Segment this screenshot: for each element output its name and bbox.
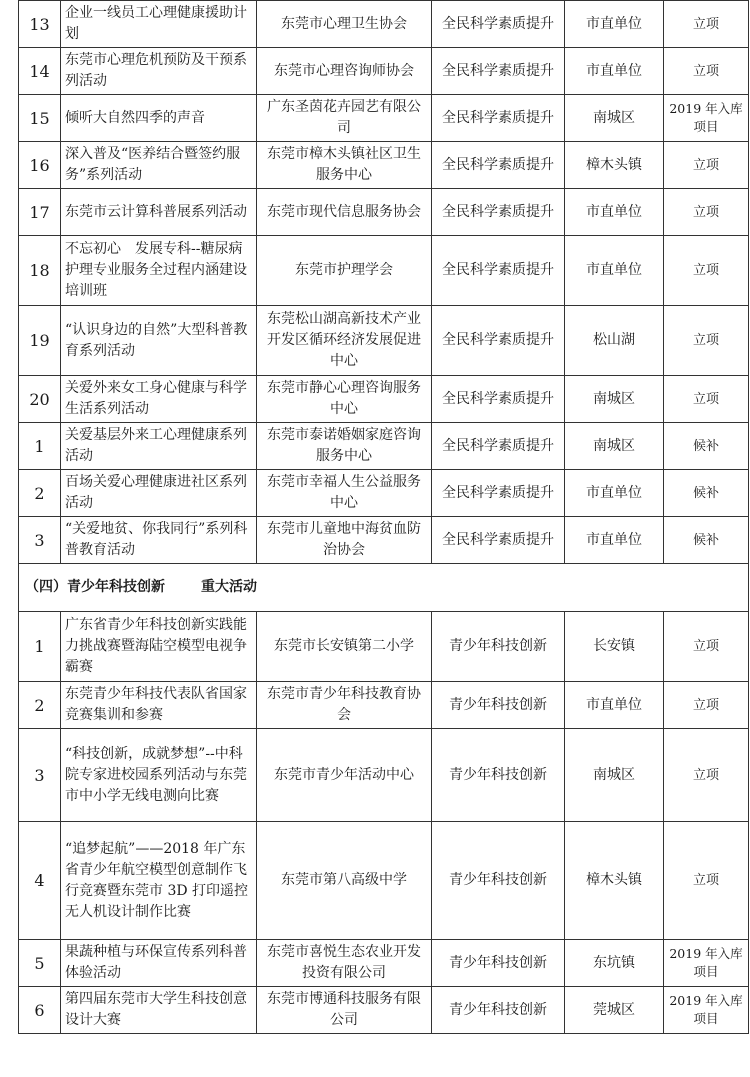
organization: 东莞市泰诺婚姻家庭咨询服务中心 (257, 423, 432, 470)
region: 市直单位 (565, 236, 664, 306)
status: 立项 (664, 189, 749, 236)
region: 樟木头镇 (565, 142, 664, 189)
region: 东坑镇 (565, 940, 664, 987)
status: 立项 (664, 729, 749, 822)
organization: 东莞市静心心理咨询服务中心 (257, 376, 432, 423)
project-name: “认识身边的自然”大型科普教育系列活动 (61, 306, 257, 376)
table-row (19, 376, 749, 423)
organization: 东莞市现代信息服务协会 (257, 189, 432, 236)
organization: 东莞市儿童地中海贫血防治协会 (257, 517, 432, 564)
table-row (19, 1, 749, 48)
category: 全民科学素质提升 (432, 142, 565, 189)
organization: 东莞市护理学会 (257, 236, 432, 306)
region: 市直单位 (565, 517, 664, 564)
table-row (19, 940, 749, 987)
table-row (19, 682, 749, 729)
status: 候补 (664, 423, 749, 470)
row-number: 4 (19, 822, 61, 940)
category: 青少年科技创新 (432, 987, 565, 1034)
category: 全民科学素质提升 (432, 306, 565, 376)
row-number: 14 (19, 48, 61, 95)
project-name: 东莞市云计算科普展系列活动 (61, 189, 257, 236)
project-table (18, 0, 749, 1034)
organization: 东莞市长安镇第二小学 (257, 612, 432, 682)
project-name: 百场关爱心理健康进社区系列活动 (61, 470, 257, 517)
organization: 东莞市第八高级中学 (257, 822, 432, 940)
category: 全民科学素质提升 (432, 423, 565, 470)
table-row (19, 612, 749, 682)
row-number: 3 (19, 517, 61, 564)
table-row (19, 142, 749, 189)
region: 长安镇 (565, 612, 664, 682)
row-number: 2 (19, 682, 61, 729)
project-name: 东莞青少年科技代表队省国家竞赛集训和参赛 (61, 682, 257, 729)
category: 全民科学素质提升 (432, 236, 565, 306)
category: 全民科学素质提升 (432, 517, 565, 564)
category: 青少年科技创新 (432, 940, 565, 987)
status: 立项 (664, 306, 749, 376)
region: 樟木头镇 (565, 822, 664, 940)
row-number: 18 (19, 236, 61, 306)
row-number: 19 (19, 306, 61, 376)
project-name: 关爱外来女工身心健康与科学生活系列活动 (61, 376, 257, 423)
organization: 东莞市幸福人生公益服务中心 (257, 470, 432, 517)
table-row (19, 423, 749, 470)
region: 南城区 (565, 423, 664, 470)
document-page (18, 0, 748, 1034)
project-name: “关爱地贫、你我同行”系列科普教育活动 (61, 517, 257, 564)
category: 全民科学素质提升 (432, 376, 565, 423)
project-name: 果蔬种植与环保宣传系列科普体验活动 (61, 940, 257, 987)
project-name: 广东省青少年科技创新实践能力挑战赛暨海陆空模型电视争霸赛 (61, 612, 257, 682)
row-number: 6 (19, 987, 61, 1034)
category: 全民科学素质提升 (432, 95, 565, 142)
row-number: 5 (19, 940, 61, 987)
status: 立项 (664, 142, 749, 189)
table-row (19, 95, 749, 142)
table-row (19, 189, 749, 236)
project-name: 关爱基层外来工心理健康系列活动 (61, 423, 257, 470)
organization: 东莞松山湖高新技术产业开发区循环经济发展促进中心 (257, 306, 432, 376)
region: 市直单位 (565, 1, 664, 48)
region: 莞城区 (565, 987, 664, 1034)
status: 立项 (664, 48, 749, 95)
category: 青少年科技创新 (432, 612, 565, 682)
table-row (19, 822, 749, 940)
row-number: 2 (19, 470, 61, 517)
table-row (19, 236, 749, 306)
category: 青少年科技创新 (432, 682, 565, 729)
category: 全民科学素质提升 (432, 470, 565, 517)
table-row (19, 48, 749, 95)
section-title: （四）青少年科技创新 (25, 579, 165, 595)
project-name: 倾听大自然四季的声音 (61, 95, 257, 142)
organization: 东莞市博通科技服务有限公司 (257, 987, 432, 1034)
organization: 东莞市心理卫生协会 (257, 1, 432, 48)
organization: 东莞市喜悦生态农业开发投资有限公司 (257, 940, 432, 987)
region: 南城区 (565, 729, 664, 822)
status: 立项 (664, 822, 749, 940)
project-name: 东莞市心理危机预防及干预系列活动 (61, 48, 257, 95)
status: 候补 (664, 470, 749, 517)
region: 松山湖 (565, 306, 664, 376)
project-name: 不忘初心 发展专科--糖尿病护理专业服务全过程内涵建设培训班 (61, 236, 257, 306)
status: 2019 年入库项目 (664, 95, 749, 142)
section-header (19, 564, 749, 612)
project-name: 深入普及“医养结合暨签约服务”系列活动 (61, 142, 257, 189)
region: 市直单位 (565, 470, 664, 517)
status: 2019 年入库项目 (664, 987, 749, 1034)
row-number: 13 (19, 1, 61, 48)
row-number: 20 (19, 376, 61, 423)
table-row (19, 517, 749, 564)
section-header-row (19, 564, 749, 612)
category: 全民科学素质提升 (432, 189, 565, 236)
region: 南城区 (565, 95, 664, 142)
category: 全民科学素质提升 (432, 48, 565, 95)
row-number: 15 (19, 95, 61, 142)
table-row (19, 306, 749, 376)
organization: 广东圣茵花卉园艺有限公司 (257, 95, 432, 142)
row-number: 3 (19, 729, 61, 822)
category: 全民科学素质提升 (432, 1, 565, 48)
row-number: 1 (19, 423, 61, 470)
row-number: 1 (19, 612, 61, 682)
status: 立项 (664, 612, 749, 682)
status: 2019 年入库项目 (664, 940, 749, 987)
category: 青少年科技创新 (432, 822, 565, 940)
project-name: “追梦起航”——2018 年广东省青少年航空模型创意制作飞行竞赛暨东莞市 3D 打印遥控无人机设计制作比赛 (61, 822, 257, 940)
region: 市直单位 (565, 682, 664, 729)
project-name: “科技创新，成就梦想”--中科院专家进校园系列活动与东莞市中小学无线电测向比赛 (61, 729, 257, 822)
project-name: 企业一线员工心理健康援助计划 (61, 1, 257, 48)
region: 南城区 (565, 376, 664, 423)
organization: 东莞市青少年科技教育协会 (257, 682, 432, 729)
table-row (19, 987, 749, 1034)
table-row (19, 470, 749, 517)
table-row (19, 729, 749, 822)
category: 青少年科技创新 (432, 729, 565, 822)
section-tag: 重大活动 (201, 579, 257, 595)
region: 市直单位 (565, 189, 664, 236)
status: 立项 (664, 376, 749, 423)
status: 候补 (664, 517, 749, 564)
region: 市直单位 (565, 48, 664, 95)
status: 立项 (664, 236, 749, 306)
organization: 东莞市樟木头镇社区卫生服务中心 (257, 142, 432, 189)
status: 立项 (664, 1, 749, 48)
row-number: 16 (19, 142, 61, 189)
project-name: 第四届东莞市大学生科技创意设计大赛 (61, 987, 257, 1034)
organization: 东莞市青少年活动中心 (257, 729, 432, 822)
row-number: 17 (19, 189, 61, 236)
status: 立项 (664, 682, 749, 729)
organization: 东莞市心理咨询师协会 (257, 48, 432, 95)
